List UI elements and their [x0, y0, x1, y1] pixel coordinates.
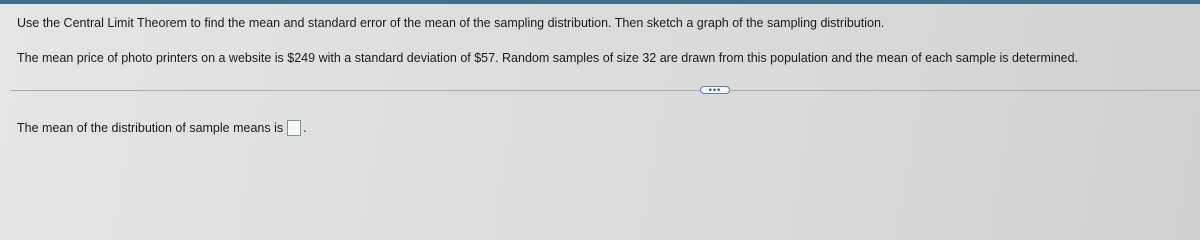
more-dots-icon: •••: [708, 85, 722, 95]
question-suffix: .: [303, 121, 307, 135]
mean-answer-input[interactable]: [287, 120, 301, 136]
section-divider: [10, 90, 1200, 91]
question-label: The mean of the distribution of sample means is: [17, 121, 284, 135]
problem-statement: The mean price of photo printers on a website is $249 with a standard deviation of $57. Random samples of size 32 are drawn from this population and the mean of each sample is determined.: [17, 51, 1079, 65]
expand-more-button[interactable]: [700, 86, 730, 94]
instructions-text: Use the Central Limit Theorem to find the mean and standard error of the mean of the sampling distribution. Then sketch a graph of the sampling distribution.: [17, 16, 885, 30]
question-row: [17, 120, 307, 136]
top-accent-bar: [0, 0, 1200, 4]
